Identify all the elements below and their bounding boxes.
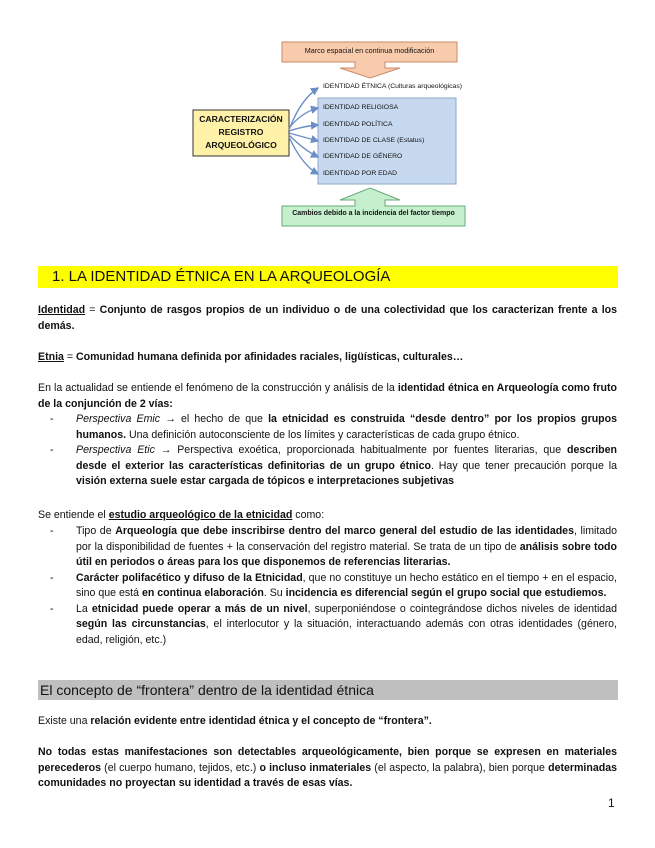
- bullet-emic: [50, 412, 617, 443]
- term-identidad: Identidad: [38, 304, 86, 316]
- etic-arrow: →: [154, 444, 178, 456]
- emic-arrow: →: [160, 413, 181, 425]
- para4-d: (el aspecto, la palabra), bien porque: [371, 761, 549, 774]
- emic-c: Una definición autoconsciente de los límites y características de cada grupo étnico.: [126, 428, 520, 441]
- etic-a: Perspectiva exoética, proporcionada habitualmente por fuentes literarias, que: [177, 444, 567, 456]
- para4-c: o incluso inmateriales: [259, 761, 372, 774]
- nivel-b: etnicidad puede operar a más de un nivel: [91, 602, 308, 615]
- nivel-e: , el interlocutor y la situación, interactuando además con otras identidades (género, edad, religión, etc.): [76, 618, 617, 646]
- caracter-a: Carácter polifacético y difuso de la Etnicidad: [76, 571, 303, 584]
- paragraph-manifestaciones: [38, 745, 617, 792]
- bottom-arrow-shape: [282, 188, 465, 226]
- para2-c: como:: [292, 509, 325, 521]
- para4-a: No todas estas manifestaciones son detectables arqueológicamente, bien porque se expresen en materiales perecederos: [38, 746, 617, 774]
- paragraph-conjuncion: [38, 381, 617, 412]
- identity-item-clase: IDENTIDAD DE CLASE (Estatus): [323, 137, 425, 144]
- identity-item-politica: IDENTIDAD POLÍTICA: [323, 121, 393, 128]
- tipo-d: análisis sobre todo útil en periodos o áreas para los que disponemos de referencias literarias.: [76, 540, 617, 568]
- center-box-label: [193, 113, 289, 152]
- emic-b: la etnicidad es construida “desde dentro” por los propios grupos humanos.: [76, 413, 617, 441]
- eq-identidad: =: [85, 304, 100, 316]
- page-number: 1: [608, 796, 615, 810]
- emic-a: el hecho de que: [180, 413, 269, 425]
- caracter-e: incidencia es diferencial según el grupo social que estudiemos.: [285, 587, 607, 599]
- bullet-dash: -: [50, 571, 54, 584]
- bullet-tipo: [50, 524, 617, 571]
- section-heading-frontera: El concepto de “frontera” dentro de la identidad étnica: [38, 680, 618, 700]
- caracter-d: . Su: [263, 587, 286, 599]
- bullet-dash: -: [50, 444, 54, 456]
- bullet-dash: -: [50, 602, 54, 615]
- bullet-nivel: [50, 602, 617, 649]
- para4-b: (el cuerpo humano, tejidos, etc.): [101, 761, 260, 774]
- bullet-dash: -: [50, 413, 54, 425]
- etic-d: visión externa suele estar cargada de tópicos e interpretaciones subjetivas: [76, 475, 454, 487]
- center-line-2: REGISTRO: [218, 127, 264, 137]
- para1-a: En la actualidad se entiende el fenómeno de la construcción y análisis de la: [38, 382, 398, 394]
- etic-b: describen desde el exterior las características definitorias de un grupo étnico: [76, 444, 618, 472]
- definition-identidad: [38, 303, 617, 334]
- term-etnia: Etnia: [38, 351, 64, 363]
- caracter-b: , que no constituye un hecho estático en el tiempo + en el espacio, sino que está: [76, 571, 617, 599]
- bottom-box-label: Cambios debido a la incidencia del factor tiempo: [292, 210, 455, 217]
- section-heading-1: 1. LA IDENTIDAD ÉTNICA EN LA ARQUEOLOGÍA: [38, 266, 618, 288]
- identity-diagram: [0, 0, 655, 240]
- identity-item-genero: IDENTIDAD DE GÉNERO: [323, 153, 403, 160]
- emic-label: Perspectiva Emic: [76, 413, 161, 425]
- perspectives-list: [50, 412, 617, 490]
- nivel-c: , superponiéndose o cointegrándose dichos niveles de identidad: [307, 602, 617, 615]
- para3-b: relación evidente entre identidad étnica y el concepto de “frontera”.: [90, 715, 432, 727]
- bullet-etic: [50, 443, 617, 490]
- etic-label: Perspectiva Etic: [76, 444, 155, 456]
- para2-a: Se entiende el: [38, 509, 109, 521]
- tipo-b: Arqueología que debe inscribirse dentro del marco general del estudio de las identidades: [115, 525, 574, 537]
- para4-e: determinadas comunidades no proyectan su identidad a través de esas vías.: [38, 761, 617, 789]
- text-identidad: Conjunto de rasgos propios de un individuo o de una colectividad que los caracterizan frente a los demás.: [38, 304, 618, 332]
- caracter-c: en continua elaboración: [141, 587, 264, 599]
- tipo-c: , limitado por la disponibilidad de fuentes + la conservación del registro material. Se trata de un tipo de: [76, 525, 618, 553]
- nivel-a: La: [76, 602, 92, 615]
- definition-etnia: [38, 350, 617, 366]
- center-line-3: ARQUEOLÓGICO: [205, 140, 277, 150]
- estudio-list: [50, 524, 617, 648]
- eq-etnia: =: [63, 351, 76, 363]
- paragraph-frontera: [38, 714, 617, 730]
- nivel-d: según las circunstancias: [76, 618, 206, 630]
- para2-b: estudio arqueológico de la etnicidad: [108, 509, 293, 521]
- connector-arrows: [289, 88, 318, 174]
- bullet-caracter: [50, 571, 617, 602]
- text-etnia: Comunidad humana definida por afinidades raciales, ligüísticas, culturales…: [75, 351, 464, 363]
- center-line-1: CARACTERIZACIÓN: [199, 114, 283, 124]
- top-box-label: Marco espacial en continua modificación: [304, 46, 435, 55]
- identity-item-edad: IDENTIDAD POR EDAD: [323, 170, 398, 177]
- identity-item-etnica: IDENTIDAD ÉTNICA (Culturas arqueológicas): [323, 83, 463, 90]
- diagram-svg: [0, 0, 655, 240]
- etic-c: . Hay que tener precaución porque la: [430, 459, 617, 472]
- paragraph-estudio: [38, 508, 617, 524]
- para3-a: Existe una: [38, 715, 91, 727]
- tipo-a: Tipo de: [76, 525, 116, 537]
- bullet-dash: -: [50, 525, 54, 537]
- identity-item-religiosa: IDENTIDAD RELIGIOSA: [323, 104, 399, 111]
- para1-b: identidad étnica en Arqueología como fruto de la conjunción de 2 vías:: [38, 382, 617, 410]
